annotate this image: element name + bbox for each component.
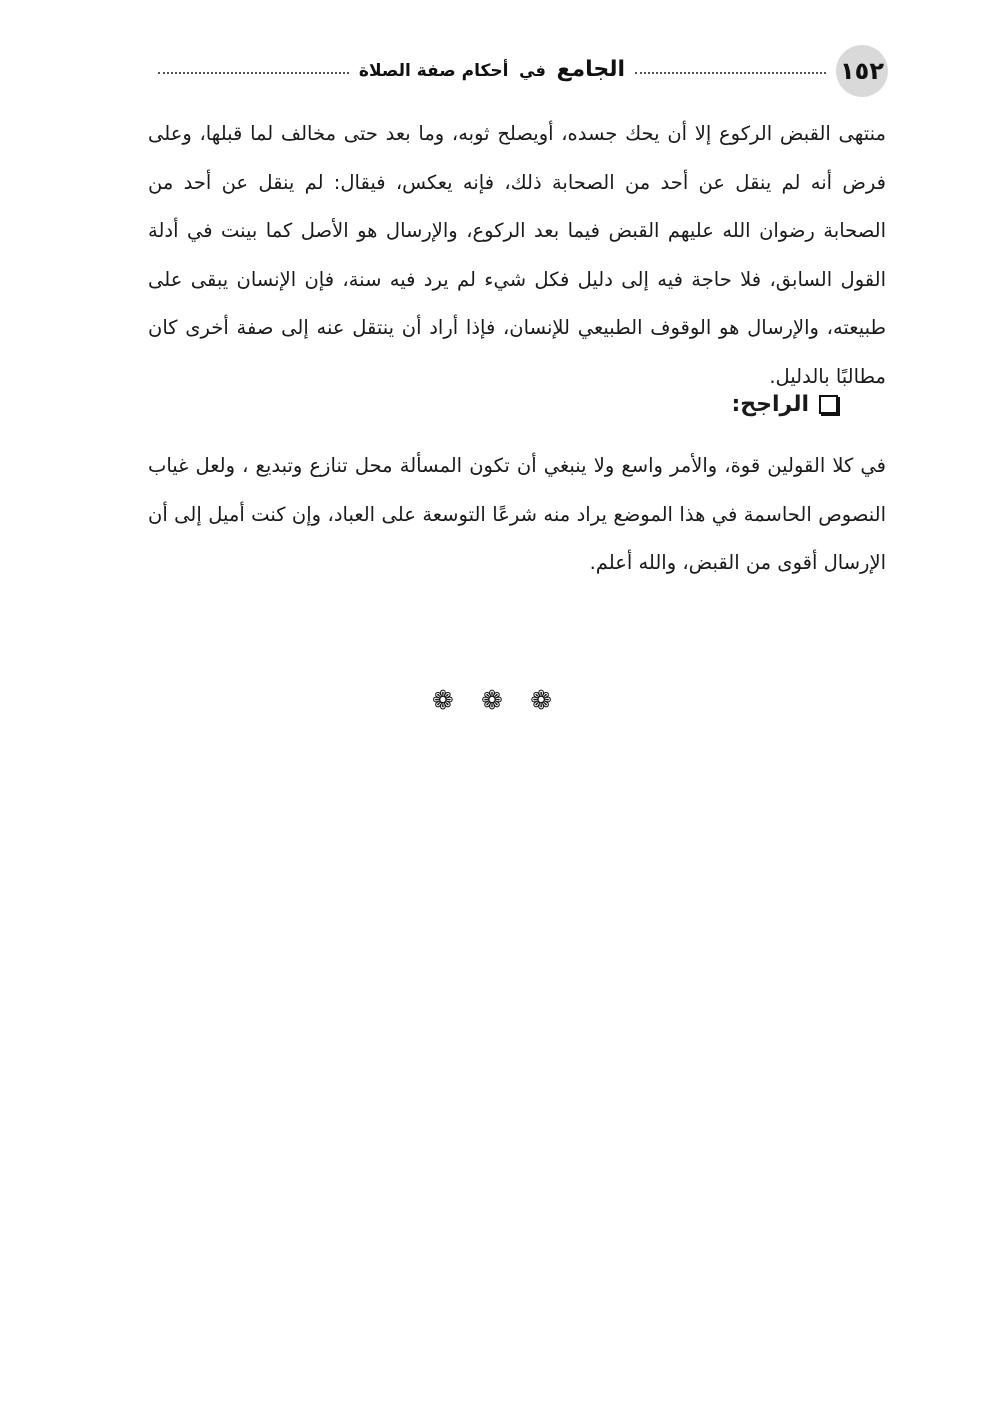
- checkbox-bullet-icon: [819, 395, 838, 414]
- paragraph-text: منتهى القبض الركوع إلا أن يحك جسده، أويصلح ثوبه، وما بعد حتى مخالف لما قبلها، وعلى فرض أنه لم ينقل عن أحد من الصحابة ذلك، فإنه يعكس، فيقال: لم ينقل عن أحد من الصحابة رضوان الله عليهم القبض فيما بعد الركوع، والإرسال هو الأصل كما بينت في أدلة القول السابق، فلا حاجة فيه إلى دليل فكل شيء لم يرد فيه سنة، فإن الإنسان يبقى على طبيعته، والإرسال هو الوقوف الطبيعي للإنسان، فإذا أراد أن ينتقل عنه إلى صفة أخرى كان مطالبًا بالدليل.: [148, 122, 886, 388]
- flower-ornament-icon: ❁: [530, 686, 552, 716]
- section-end-ornaments: [432, 686, 552, 716]
- section-heading: [731, 392, 838, 417]
- section-heading-text: الراجح:: [731, 392, 809, 417]
- body-paragraph-1: [148, 110, 886, 401]
- page-number: ١٥٢: [836, 45, 888, 97]
- body-paragraph-2: [148, 442, 886, 588]
- running-title-main: الجامع: [556, 56, 626, 82]
- page-header: [148, 44, 888, 94]
- flower-ornament-icon: ❁: [481, 686, 503, 716]
- header-dotted-rule-left: [158, 72, 349, 74]
- flower-ornament-icon: ❁: [432, 686, 454, 716]
- header-dotted-rule-right: [635, 72, 826, 74]
- running-title-rest: أحكام صفة الصلاة: [358, 60, 509, 81]
- running-title: [359, 57, 625, 82]
- running-title-mid: في: [519, 60, 546, 80]
- paragraph-text: في كلا القولين قوة، والأمر واسع ولا ينبغي أن تكون المسألة محل تنازع وتبديع ، ولعل غياب النصوص الحاسمة في هذا الموضع يراد منه شرعًا التوسعة على العباد، وإن كنت أميل إلى أن الإرسال أقوى من القبض، والله أعلم.: [148, 454, 886, 574]
